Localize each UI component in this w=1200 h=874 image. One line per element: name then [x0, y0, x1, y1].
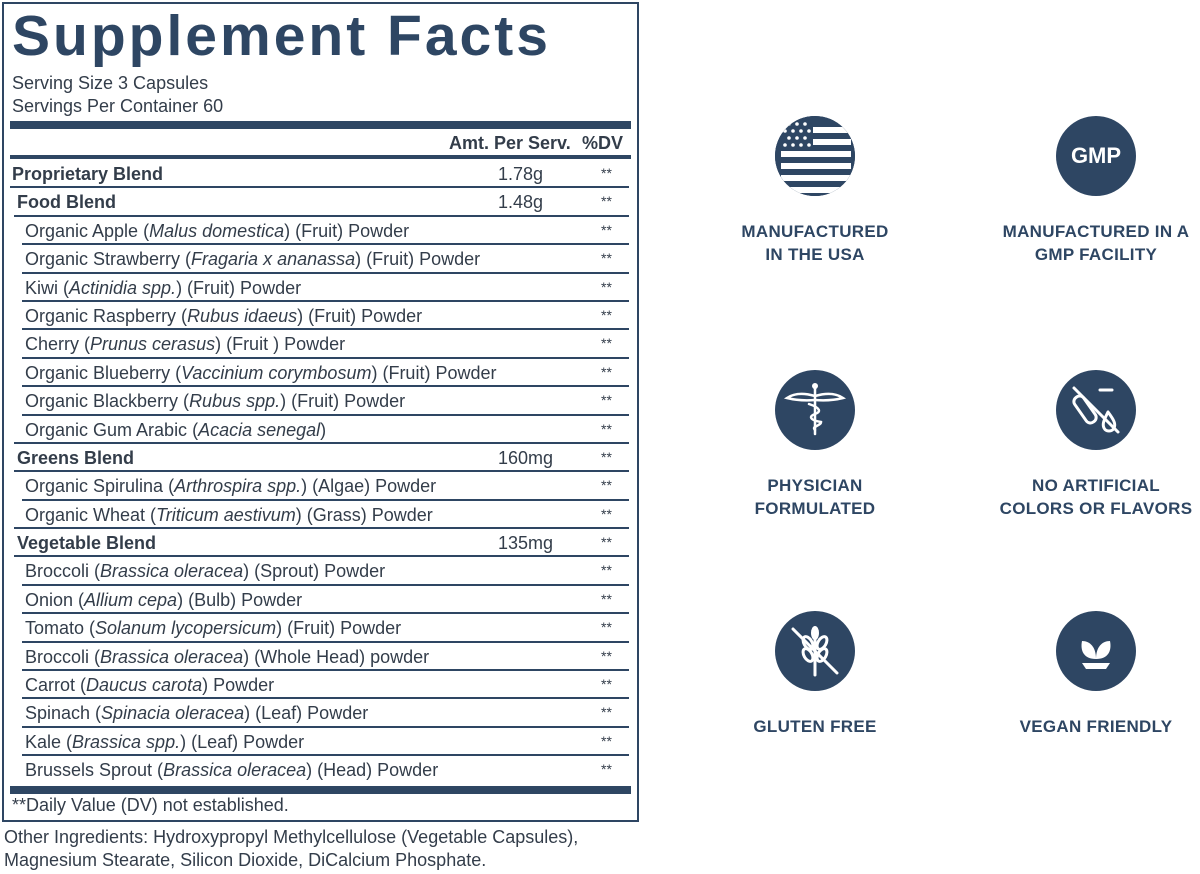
ingredient-text: ) (Sprout) Powder: [243, 561, 386, 582]
ingredient-row: [0, 728, 637, 756]
ingredient-text: ) (Bulb) Powder: [177, 589, 303, 610]
thick-divider: [10, 121, 631, 129]
ingredient-text: Organic Blackberry (: [25, 391, 190, 412]
daily-value: **: [601, 562, 612, 579]
ingredient-text: Tomato (: [25, 618, 96, 639]
ingredient-text: ) (Head) Powder: [306, 760, 439, 781]
ingredient-text: ) (Whole Head) powder: [243, 646, 430, 667]
caduceus-icon: [775, 370, 855, 450]
ingredient-name: [25, 588, 302, 612]
badge-caption-line-2: FORMULATED: [754, 499, 876, 518]
ingredient-text: Organic Wheat (: [25, 504, 157, 525]
daily-value: **: [601, 278, 612, 295]
ingredient-text: Spinach (: [25, 703, 102, 724]
ingredient-text: ) (Grass) Powder: [295, 504, 433, 525]
servings-per-container: Servings Per Container 60: [12, 96, 224, 116]
ingredient-row: [0, 501, 637, 529]
bottom-divider: [10, 786, 631, 794]
latin-name: Fragaria x ananassa: [191, 249, 356, 270]
ingredient-row: [0, 557, 637, 585]
ingredient-name: [25, 389, 405, 413]
daily-value: **: [601, 420, 612, 437]
latin-name: Prunus cerasus: [90, 334, 216, 355]
serving-size: Serving Size 3 Capsules: [12, 73, 209, 93]
ingredient-text: Kale (: [25, 731, 73, 752]
daily-value: **: [601, 534, 612, 551]
ingredient-row: [0, 387, 637, 415]
latin-name: Actinidia spp.: [69, 277, 177, 298]
daily-value-footnote: **Daily Value (DV) not established.: [12, 795, 289, 815]
ingredient-text: Organic Blueberry (: [25, 362, 182, 383]
ingredient-name: [25, 361, 496, 385]
other-ingredients-line-1: Other Ingredients: Hydroxypropyl Methylcellulose (Vegetable Capsules),: [4, 827, 579, 847]
ingredient-text: ) (Fruit ) Powder: [215, 334, 346, 355]
ingredient-name: [17, 190, 116, 214]
daily-value: **: [601, 761, 612, 778]
ingredient-text: ) Powder: [202, 675, 275, 696]
ingredient-text: Vegetable Blend: [17, 533, 157, 554]
no-artificial-icon: [1056, 370, 1136, 450]
badge-caption-line-2: COLORS OR FLAVORS: [999, 499, 1193, 518]
ingredient-row: [0, 756, 637, 784]
other-ingredients: [4, 826, 578, 872]
ingredient-text: Brussels Sprout (: [25, 760, 164, 781]
ingredient-row: [0, 671, 637, 699]
daily-value: **: [601, 676, 612, 693]
badge-caption-line-2: GMP FACILITY: [1034, 245, 1158, 264]
ingredient-row: [0, 444, 637, 472]
ingredient-row: [0, 245, 637, 273]
latin-name: Triticum aestivum: [156, 504, 296, 525]
amount-per-serving: 135mg: [498, 533, 554, 554]
ingredient-name: [12, 162, 163, 186]
latin-name: Daucus carota: [86, 675, 203, 696]
badge-caption: [976, 474, 1200, 520]
ingredient-text: Proprietary Blend: [12, 164, 164, 184]
ingredient-text: Organic Raspberry (: [25, 305, 188, 326]
badge-caption-line-1: PHYSICIAN: [767, 476, 863, 495]
badge-caption: [976, 715, 1200, 738]
ingredient-rows: [0, 160, 637, 785]
ingredient-name: [25, 418, 326, 442]
ingredient-text: ) (Fruit) Powder: [284, 220, 410, 241]
amount-per-serving: 1.78g: [498, 164, 544, 184]
ingredient-name: [25, 701, 368, 725]
daily-value: **: [601, 250, 612, 267]
badge-caption: [695, 220, 935, 266]
gmp-icon: [1056, 116, 1136, 196]
ingredient-text: ) (Fruit) Powder: [297, 305, 423, 326]
ingredient-text: Cherry (: [25, 334, 91, 355]
ingredient-row: [0, 359, 637, 387]
label-title: Supplement Facts: [12, 4, 551, 68]
ingredient-name: [17, 531, 156, 555]
ingredient-row: [0, 188, 637, 216]
usa-flag-icon: [775, 116, 855, 196]
ingredient-text: Organic Spirulina (: [25, 476, 175, 497]
ingredient-name: [25, 645, 429, 669]
vegan-leaf-icon: [1056, 611, 1136, 691]
badge-caption: [695, 715, 935, 738]
badge-vegan-friendly: [976, 611, 1200, 738]
ingredient-name: [25, 219, 409, 243]
ingredient-row: [0, 614, 637, 642]
ingredient-name: [25, 332, 345, 356]
daily-value: **: [601, 619, 612, 636]
ingredient-text: ) (Fruit) Powder: [276, 618, 402, 639]
ingredient-text: Greens Blend: [17, 447, 135, 468]
ingredient-row: [0, 699, 637, 727]
ingredient-row: [0, 217, 637, 245]
daily-value: **: [601, 335, 612, 352]
latin-name: Vaccinium corymbosum: [181, 362, 372, 383]
ingredient-text: Organic Gum Arabic (: [25, 419, 199, 440]
header-divider: [10, 155, 631, 159]
badge-made-in-usa: [695, 116, 935, 266]
badge-caption-line-1: MANUFACTURED IN A: [1002, 222, 1190, 241]
ingredient-row: [0, 274, 637, 302]
latin-name: Spinacia oleracea: [101, 703, 245, 724]
ingredient-text: ) (Fruit) Powder: [280, 391, 406, 412]
ingredient-name: [25, 616, 401, 640]
ingredient-row: [0, 330, 637, 358]
daily-value: **: [601, 448, 612, 465]
ingredient-text: Organic Apple (: [25, 220, 150, 241]
latin-name: Brassica spp.: [72, 731, 181, 752]
badge-caption-line-1: NO ARTIFICIAL: [1032, 476, 1160, 495]
ingredient-row: [0, 416, 637, 444]
ingredient-name: [25, 247, 480, 271]
ingredient-name: [25, 503, 433, 527]
ingredient-name: [25, 276, 301, 300]
ingredient-text: ) (Leaf) Powder: [180, 731, 305, 752]
badge-caption-line-1: MANUFACTURED: [741, 222, 889, 241]
amount-per-serving: 160mg: [498, 447, 554, 468]
latin-name: Allium cepa: [84, 589, 178, 610]
daily-value: **: [601, 505, 612, 522]
ingredient-name: [25, 758, 438, 782]
badge-caption-line-1: GLUTEN FREE: [753, 717, 877, 736]
gmp-icon-text: GMP: [1070, 143, 1122, 168]
latin-name: Brassica oleracea: [100, 561, 244, 582]
badge-gluten-free: [695, 611, 935, 738]
badge-caption: [976, 220, 1200, 266]
ingredient-name: [25, 559, 385, 583]
latin-name: Solanum lycopersicum: [95, 618, 277, 639]
ingredient-name: [25, 673, 274, 697]
latin-name: Brassica oleracea: [100, 646, 244, 667]
daily-value: **: [601, 193, 612, 210]
ingredient-row: [0, 529, 637, 557]
latin-name: Acacia senegal: [198, 419, 321, 440]
daily-value: **: [601, 221, 612, 238]
ingredient-text: ) (Leaf) Powder: [244, 703, 369, 724]
ingredient-row: [0, 160, 637, 188]
latin-name: Arthrospira spp.: [174, 476, 302, 497]
ingredient-text: Broccoli (: [25, 646, 101, 667]
ingredient-row: [0, 302, 637, 330]
ingredient-name: [25, 474, 436, 498]
daily-value: **: [601, 363, 612, 380]
daily-value: **: [601, 704, 612, 721]
latin-name: Malus domestica: [149, 220, 285, 241]
ingredient-row: [0, 643, 637, 671]
amount-column-header: Amt. Per Serv.: [449, 133, 571, 153]
ingredient-text: ) (Fruit) Powder: [355, 249, 481, 270]
ingredient-text: Food Blend: [17, 192, 116, 213]
badge-physician-formulated: [695, 370, 935, 520]
other-ingredients-line-2: Magnesium Stearate, Silicon Dioxide, DiCalcium Phosphate.: [4, 850, 487, 870]
daily-value: **: [601, 477, 612, 494]
ingredient-text: Broccoli (: [25, 561, 101, 582]
ingredient-text: ) (Fruit) Powder: [371, 362, 497, 383]
ingredient-name: [17, 446, 134, 470]
amount-per-serving: 1.48g: [498, 192, 544, 213]
daily-value: **: [601, 306, 612, 323]
ingredient-name: [25, 304, 422, 328]
ingredient-name: [25, 730, 304, 754]
badge-caption: [695, 474, 935, 520]
badge-gmp-facility: [976, 116, 1200, 266]
gluten-free-icon: [775, 611, 855, 691]
ingredient-text: Kiwi (: [25, 277, 69, 298]
latin-name: Rubus idaeus: [187, 305, 298, 326]
ingredient-row: [0, 472, 637, 500]
badge-caption-line-2: IN THE USA: [765, 245, 865, 264]
daily-value: **: [601, 590, 612, 607]
dv-column-header: %DV: [582, 133, 624, 153]
ingredient-text: Carrot (: [25, 675, 87, 696]
ingredient-text: ) (Algae) Powder: [301, 476, 437, 497]
latin-name: Brassica oleracea: [163, 760, 307, 781]
ingredient-text: Onion (: [25, 589, 85, 610]
ingredient-text: Organic Strawberry (: [25, 249, 192, 270]
latin-name: Rubus spp.: [189, 391, 281, 412]
daily-value: **: [601, 392, 612, 409]
ingredient-text: ): [320, 419, 327, 440]
badge-no-artificial: [976, 370, 1200, 520]
badge-caption-line-1: VEGAN FRIENDLY: [1019, 717, 1173, 736]
daily-value: **: [601, 732, 612, 749]
ingredient-row: [0, 586, 637, 614]
daily-value: **: [601, 647, 612, 664]
ingredient-text: ) (Fruit) Powder: [176, 277, 302, 298]
daily-value: **: [601, 165, 612, 181]
